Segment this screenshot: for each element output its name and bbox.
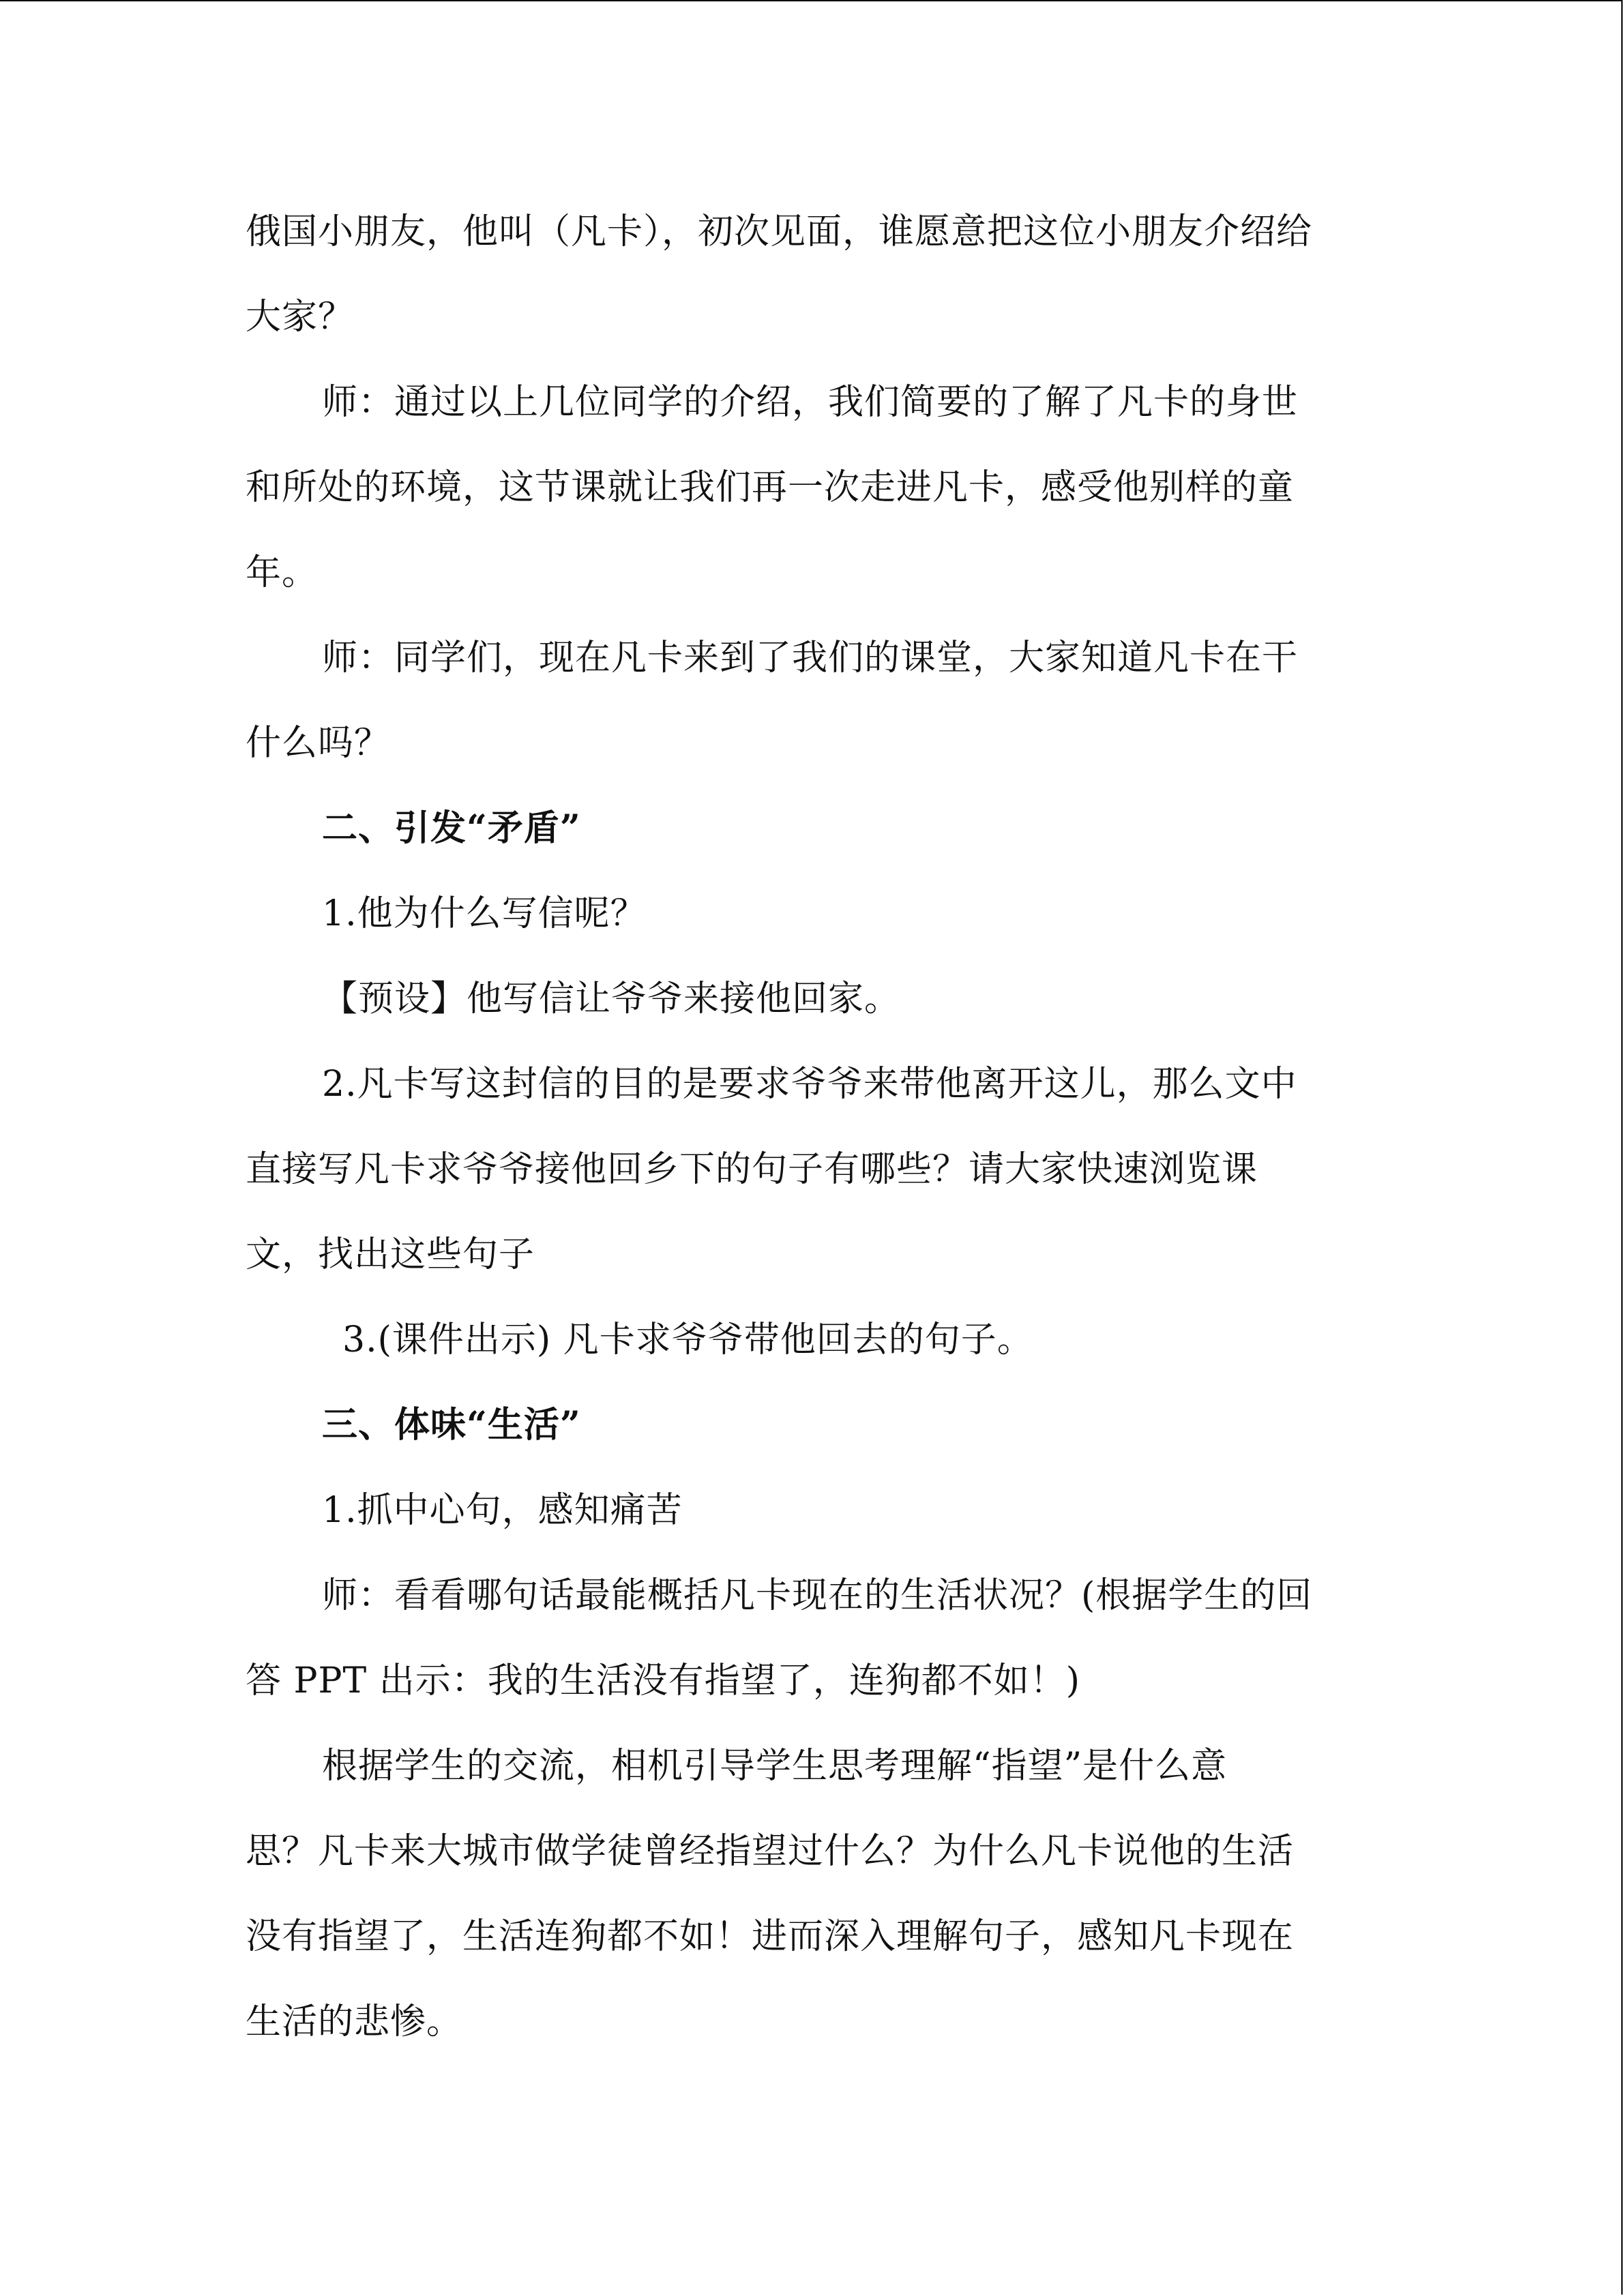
text-line: 1.抓中心句，感知痛苦 xyxy=(322,1490,683,1531)
text-line: 3.(课件出示) 凡卡求爷爷带他回去的句子。 xyxy=(342,1320,1033,1360)
text-line: 师：看看哪句话最能概括凡卡现在的生活状况？(根据学生的回 xyxy=(322,1575,1313,1616)
text-line: 师：同学们，现在凡卡来到了我们的课堂，大家知道凡卡在干 xyxy=(322,638,1299,679)
text-line: 文，找出这些句子 xyxy=(246,1234,535,1275)
text-line: 思？凡卡来大城市做学徒曾经指望过什么？为什么凡卡说他的生活 xyxy=(246,1831,1295,1872)
text-line: 什么吗？ xyxy=(246,723,391,764)
text-line: 直接写凡卡求爷爷接他回乡下的句子有哪些？请大家快速浏览课 xyxy=(246,1149,1258,1190)
text-line: 师：通过以上几位同学的介绍，我们简要的了解了凡卡的身世 xyxy=(322,382,1299,423)
section-heading: 二、引发“矛盾” xyxy=(322,807,581,849)
text-line: 根据学生的交流，相机引导学生思考理解“指望”是什么意 xyxy=(322,1746,1228,1787)
text-line: 和所处的环境，这节课就让我们再一次走进凡卡，感受他别样的童 xyxy=(246,467,1295,508)
text-line: 【预设】他写信让爷爷来接他回家。 xyxy=(322,979,901,1019)
text-line: 大家？ xyxy=(246,297,355,338)
text-line: 没有指望了，生活连狗都不如！进而深入理解句子，感知凡卡现在 xyxy=(246,1916,1295,1957)
text-line: 生活的悲惨。 xyxy=(246,2001,463,2042)
text-line: 答 PPT 出示：我的生活没有指望了，连狗都不如！) xyxy=(246,1660,1081,1701)
text-line: 年。 xyxy=(246,552,319,593)
section-heading: 三、体味“生活” xyxy=(322,1404,581,1446)
text-line: 俄国小朋友，他叫（凡卡），初次见面，谁愿意把这位小朋友介绍给 xyxy=(246,211,1313,252)
text-line: 2.凡卡写这封信的目的是要求爷爷来带他离开这儿，那么文中 xyxy=(322,1064,1297,1105)
text-line: 1.他为什么写信呢？ xyxy=(322,893,647,934)
